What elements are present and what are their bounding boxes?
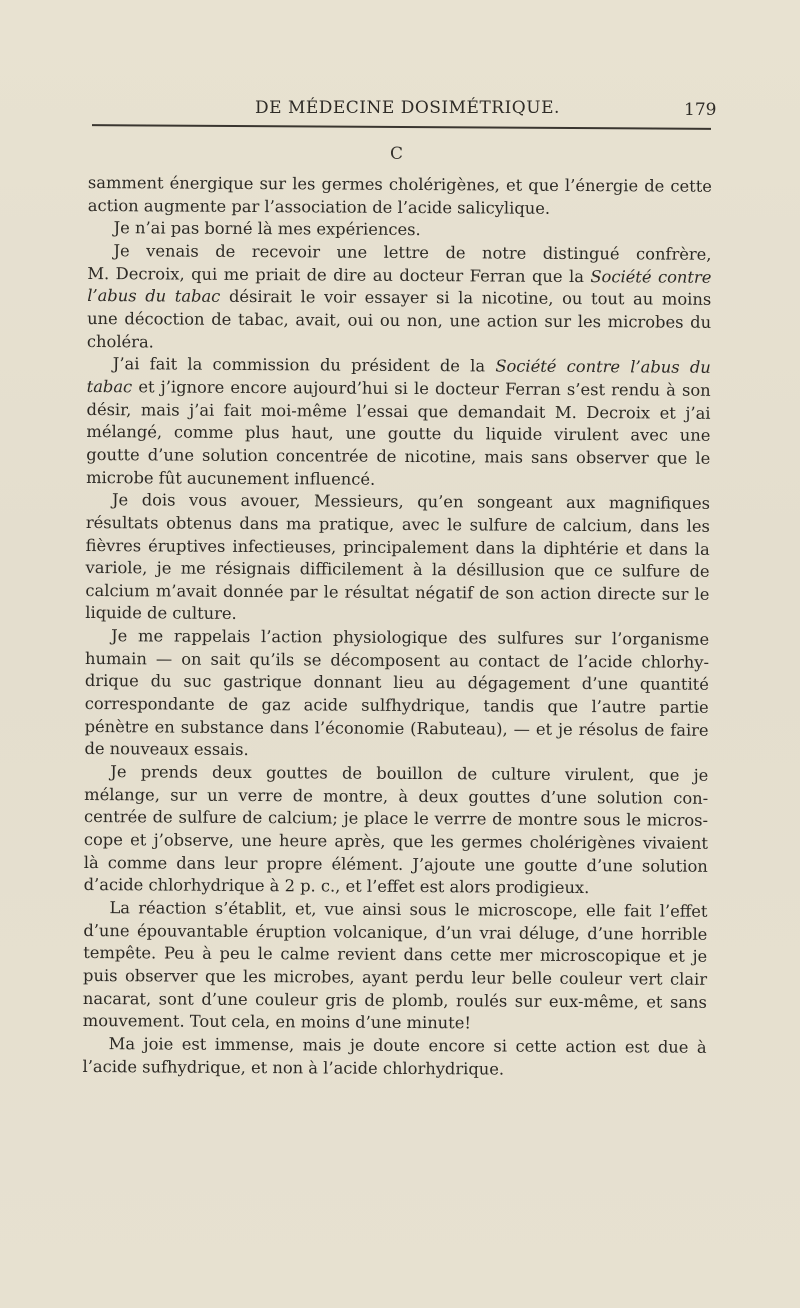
text-line: microbe fût aucunement influencé.: [86, 467, 376, 489]
text-line: là comme dans leur propre élément. J’ajoute une goutte d’une solution: [83, 852, 708, 876]
text-line: tabac et j’ignore encore aujourd’hui si le docteur Ferran s’est rendu à son: [86, 376, 711, 400]
text-line: pénètre en substance dans l’économie (Rabuteau), — et je résolus de faire: [84, 716, 709, 740]
text-line: Je venais de recevoir une lettre de notre distingué confrère,: [113, 241, 712, 264]
text-line: goutte d’une solution concentrée de nicotine, mais sans observer que le: [86, 444, 711, 468]
text-line: cope et j’observe, une heure après, que les germes cholérigènes vivaient: [83, 830, 708, 853]
text-line: d’une épouvantable éruption volcanique, d’un vrai déluge, d’une horrible: [83, 920, 708, 944]
text-line: centrée de sulfure de calcium; je place le verrre de montre sous le micros-: [84, 807, 709, 831]
running-title: DE MÉDECINE DOSIMÉTRIQUE.: [255, 98, 560, 118]
text-line: mélange, sur un verre de montre, à deux gouttes d’une solution con-: [84, 784, 709, 808]
text-line: Je dois vous avouer, Messieurs, qu’en songeant aux magnifiques: [111, 490, 711, 513]
text-line: une décoction de tabac, avait, oui ou non, une action sur les microbes du: [87, 308, 712, 332]
text-line: samment énergique sur les germes cholérigènes, et que l’énergie de cette: [87, 172, 712, 196]
text-line: résultats obtenus dans ma pratique, avec le sulfure de calcium, dans les: [85, 512, 710, 536]
text-line: choléra.: [86, 331, 154, 351]
text-line: M. Decroix, qui me priait de dire au docteur Ferran que la Société contre: [87, 263, 712, 287]
text-line: l’acide sufhydrique, et non à l’acide chlorhydrique.: [82, 1056, 505, 1079]
text-line: puis observer que les microbes, ayant perdu leur belle couleur vert clair: [83, 965, 708, 989]
text-line: mouvement. Tout cela, en moins d’une minute!: [82, 1011, 471, 1033]
text-line: humain — on sait qu’ils se décomposent au contact de l’acide chlorhy-: [84, 648, 710, 672]
text-line: d’acide chlorhydrique à 2 p. c., et l’effet est alors prodigieux.: [83, 875, 590, 898]
paragraph: [82, 1033, 706, 1082]
signature-mark: C: [390, 144, 404, 164]
paragraph: [88, 172, 712, 221]
page-number: 179: [684, 100, 717, 120]
text-line: correspondante de gaz acide sulfhydrique, tandis que l’autre partie: [84, 694, 709, 717]
text-line: mélangé, comme plus haut, une goutte du liquide virulent avec une: [86, 422, 711, 446]
paragraph: [87, 240, 712, 357]
text-line: tempête. Peu à peu le calme revient dans cette mer microscopique et je: [83, 943, 708, 967]
text-line: drique du suc gastrique donnant lieu au dégagement d’une quantité: [84, 671, 709, 695]
paragraph: [83, 897, 708, 1037]
text-line: La réaction s’établit, et, vue ainsi sous le microscope, elle fait l’effet: [109, 898, 708, 921]
text-line: de nouveaux essais.: [84, 739, 249, 760]
text-line: J’ai fait la commission du président de la Société contre l’abus du: [112, 354, 711, 378]
text-line: liquide de culture.: [85, 603, 237, 624]
text-line: fièvres éruptives infectieuses, principalement dans la diphtérie et dans la: [85, 535, 710, 559]
text-line: désir, mais j’ai fait moi-même l’essai que demandait M. Decroix et j’ai: [86, 399, 711, 423]
text-line: Je n’ai pas borné là mes expériences.: [113, 218, 421, 240]
text-line: nacarat, sont d’une couleur gris de plomb, roulés sur eux-même, et sans: [82, 988, 707, 1012]
text-line: Je me rappelais l’action physiologique des sulfures sur l’organisme: [111, 626, 710, 649]
text-line: action augmente par l’association de l’acide salicylique.: [87, 195, 551, 218]
body-text: [82, 172, 712, 1082]
header-rule: [92, 124, 711, 130]
text-line: variole, je me résignais difficilement à la désillusion que ce sulfure de: [85, 558, 710, 581]
text-line: Ma joie est immense, mais je doute encore si cette action est due à: [108, 1034, 707, 1057]
paragraph: [84, 761, 709, 901]
paragraph: [84, 625, 709, 765]
text-line: l’abus du tabac désirait le voir essayer si la nicotine, ou tout au moins: [87, 286, 712, 310]
text-line: calcium m’avait donnée par le résultat négatif de son action directe sur le: [85, 580, 710, 604]
text-line: Je prends deux gouttes de bouillon de culture virulent, que je: [110, 762, 709, 785]
paragraph: [85, 489, 710, 629]
paragraph: [86, 353, 711, 493]
